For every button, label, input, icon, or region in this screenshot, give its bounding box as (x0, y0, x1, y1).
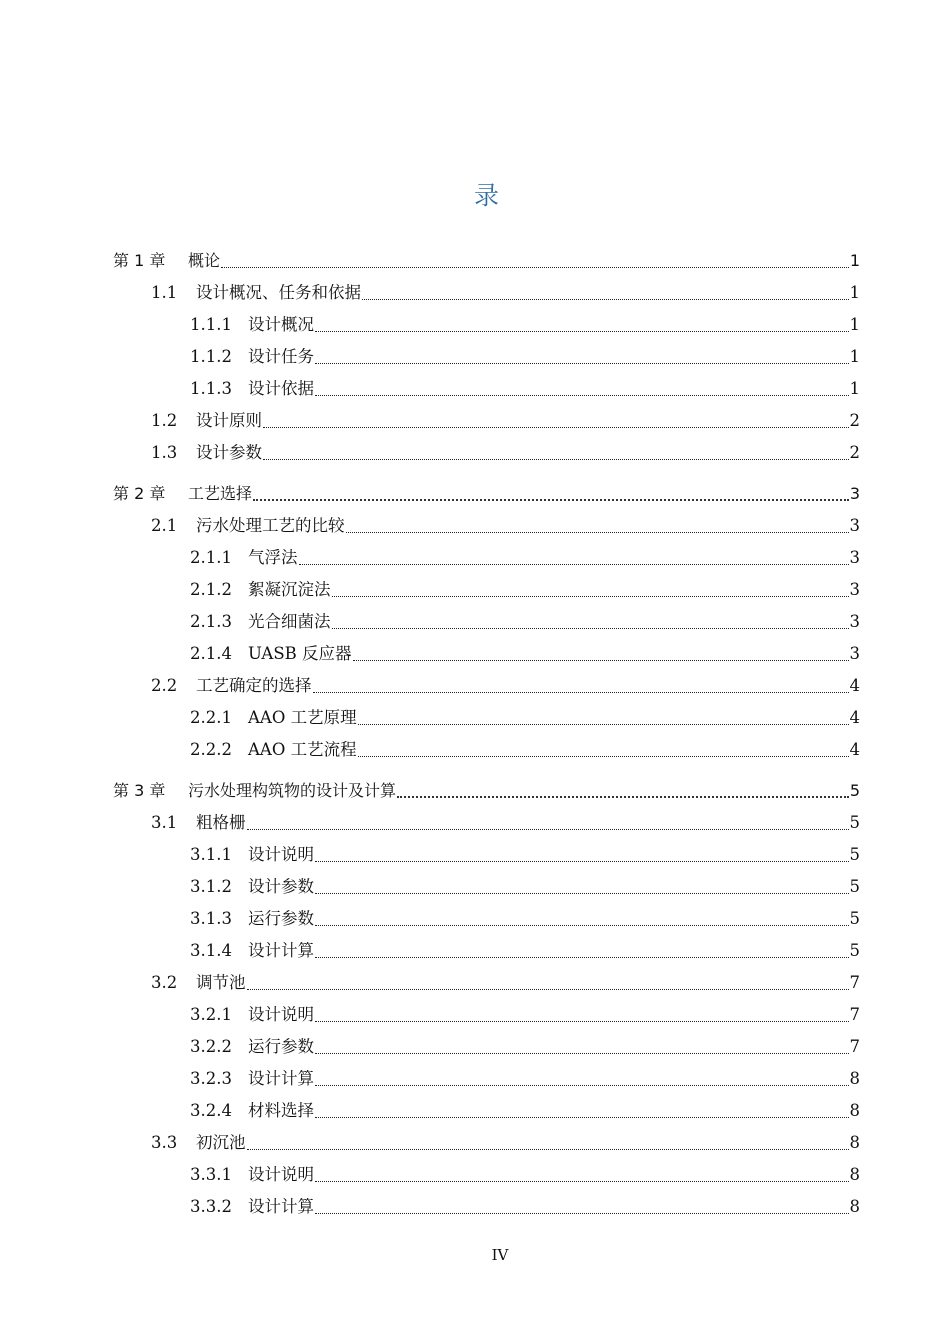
toc-dot-leader (315, 893, 849, 894)
toc-entry-title: 粗格栅 (196, 813, 246, 832)
toc-entry-page: 5 (849, 941, 860, 960)
toc-entry-number: 3.2.2 (190, 1037, 232, 1056)
toc-dot-leader (358, 756, 849, 757)
toc-entry[interactable] (113, 309, 860, 341)
toc-dot-leader (353, 660, 849, 661)
toc-entry-page: 2 (849, 411, 860, 430)
toc-dot-leader (315, 331, 849, 332)
toc-entry-page: 3 (849, 516, 860, 535)
toc-dot-leader (362, 299, 849, 300)
toc-entry-page: 8 (849, 1133, 860, 1152)
toc-dot-leader (315, 1117, 849, 1118)
toc-entry-page: 3 (849, 612, 860, 631)
toc-entry-title: 污水处理构筑物的设计及计算 (188, 781, 397, 800)
toc-entry-number: 1.1.3 (190, 379, 232, 398)
toc-dot-leader (263, 427, 849, 428)
toc-entry-page: 2 (849, 443, 860, 462)
toc-entry[interactable] (113, 967, 860, 999)
toc-entry-page: 5 (849, 781, 860, 800)
toc-entry[interactable] (113, 1127, 860, 1159)
toc-entry-title: 设计说明 (248, 1005, 314, 1024)
toc-entry-page: 3 (849, 548, 860, 567)
toc-entry[interactable] (113, 638, 860, 670)
toc-entry-page: 3 (849, 644, 860, 663)
toc-entry-page: 1 (849, 283, 860, 302)
toc-entry-number: 3.1 (151, 813, 178, 832)
toc-entry-title: 设计说明 (248, 845, 314, 864)
toc-dot-leader (315, 395, 849, 396)
toc-dot-leader (247, 989, 849, 990)
toc-entry-page: 8 (849, 1165, 860, 1184)
toc-dot-leader (315, 1213, 849, 1214)
toc-entry-title: 设计概况、任务和依据 (196, 283, 361, 302)
toc-entry-page: 8 (849, 1069, 860, 1088)
toc-entry[interactable] (113, 277, 860, 309)
toc-entry-number: 2.1 (151, 516, 178, 535)
toc-entry-title: UASB 反应器 (248, 644, 352, 663)
toc-entry-number: 3.2 (151, 973, 178, 992)
toc-entry-number: 3.3.1 (190, 1165, 232, 1184)
toc-entry-number: 第 2 章 (113, 484, 166, 503)
toc-dot-leader (315, 861, 849, 862)
toc-dot-leader (315, 925, 849, 926)
toc-dot-leader (346, 532, 849, 533)
toc-entry-page: 5 (849, 909, 860, 928)
toc-entry-page: 1 (849, 379, 860, 398)
toc-entry-page: 7 (849, 1005, 860, 1024)
toc-entry-title: 光合细菌法 (248, 612, 331, 631)
toc-entry-title: 材料选择 (248, 1101, 314, 1120)
toc-entry[interactable] (113, 510, 860, 542)
toc-entry-title: 工艺选择 (188, 484, 253, 503)
toc-entry-number: 2.2 (151, 676, 178, 695)
toc-entry-title: 工艺确定的选择 (196, 676, 312, 695)
toc-entry[interactable] (113, 1031, 860, 1063)
toc-dot-leader (315, 957, 849, 958)
toc-dot-leader (358, 724, 849, 725)
toc-entry[interactable] (113, 807, 860, 839)
toc-dot-leader (247, 829, 849, 830)
toc-entry-number: 3.2.4 (190, 1101, 232, 1120)
toc-entry[interactable] (113, 245, 860, 277)
toc-entry-number: 1.1.2 (190, 347, 232, 366)
toc-entry-number: 1.1.1 (190, 315, 232, 334)
toc-entry-page: 7 (849, 1037, 860, 1056)
toc-entry-page: 1 (849, 315, 860, 334)
toc-entry-title: 污水处理工艺的比较 (196, 516, 345, 535)
toc-entry-page: 5 (849, 877, 860, 896)
toc-entry[interactable] (113, 1063, 860, 1095)
toc-entry-title: 气浮法 (248, 548, 298, 567)
toc-entry-title: 设计原则 (196, 411, 262, 430)
toc-entry[interactable] (113, 903, 860, 935)
toc-entry-title: 设计参数 (196, 443, 262, 462)
toc-entry-page: 3 (849, 580, 860, 599)
toc-entry[interactable] (113, 702, 860, 734)
toc-entry[interactable] (113, 871, 860, 903)
toc-entry[interactable] (113, 775, 860, 807)
toc-entry-page: 4 (849, 708, 860, 727)
toc-entry-page: 8 (849, 1101, 860, 1120)
toc-entry-page: 5 (849, 845, 860, 864)
toc-dot-leader (397, 796, 849, 798)
toc-entry-number: 3.1.4 (190, 941, 232, 960)
toc-entry-number: 3.3 (151, 1133, 178, 1152)
toc-entry[interactable] (113, 1095, 860, 1127)
toc-dot-leader (253, 499, 849, 501)
toc-entry-page: 5 (849, 813, 860, 832)
toc-entry-page: 3 (849, 484, 860, 503)
toc-entry[interactable] (113, 574, 860, 606)
toc-entry-title: 絮凝沉淀法 (248, 580, 331, 599)
toc-dot-leader (221, 267, 849, 268)
toc-entry-number: 3.1.1 (190, 845, 232, 864)
table-of-contents (113, 245, 860, 1223)
toc-entry-number: 1.1 (151, 283, 178, 302)
toc-entry[interactable] (113, 437, 860, 469)
toc-entry-title: 设计依据 (248, 379, 314, 398)
toc-entry-number: 第 3 章 (113, 781, 166, 800)
toc-entry-title: 调节池 (196, 973, 246, 992)
toc-entry-page: 4 (849, 676, 860, 695)
page-number: IV (491, 1246, 509, 1264)
toc-entry-number: 3.1.2 (190, 877, 232, 896)
toc-dot-leader (313, 692, 849, 693)
toc-entry-title: AAO 工艺流程 (248, 740, 357, 759)
toc-dot-leader (315, 363, 849, 364)
toc-dot-leader (247, 1149, 849, 1150)
toc-entry-title: 初沉池 (196, 1133, 246, 1152)
toc-dot-leader (263, 459, 849, 460)
toc-entry-title: 设计参数 (248, 877, 314, 896)
toc-entry-title: 设计计算 (248, 941, 314, 960)
toc-entry-page: 4 (849, 740, 860, 759)
toc-entry-title: 设计概况 (248, 315, 314, 334)
toc-entry[interactable] (113, 935, 860, 967)
toc-entry-title: 设计任务 (248, 347, 314, 366)
toc-entry[interactable] (113, 373, 860, 405)
toc-entry-number: 2.1.1 (190, 548, 232, 567)
toc-entry[interactable] (113, 606, 860, 638)
toc-dot-leader (315, 1085, 849, 1086)
toc-entry-number: 2.1.2 (190, 580, 232, 599)
toc-entry-number: 1.3 (151, 443, 178, 462)
toc-entry-title: 运行参数 (248, 1037, 314, 1056)
page-title: 录 (473, 181, 499, 210)
toc-dot-leader (299, 564, 849, 565)
toc-entry-number: 1.2 (151, 411, 178, 430)
toc-dot-leader (315, 1181, 849, 1182)
toc-entry[interactable] (113, 734, 860, 766)
toc-dot-leader (332, 596, 849, 597)
toc-entry-title: 设计计算 (248, 1197, 314, 1216)
toc-entry[interactable] (113, 1159, 860, 1191)
toc-entry-title: 概论 (188, 251, 221, 270)
toc-dot-leader (315, 1053, 849, 1054)
toc-entry-title: 运行参数 (248, 909, 314, 928)
toc-entry[interactable] (113, 1191, 860, 1223)
toc-dot-leader (315, 1021, 849, 1022)
toc-dot-leader (332, 628, 849, 629)
toc-entry[interactable] (113, 341, 860, 373)
toc-entry-page: 8 (849, 1197, 860, 1216)
toc-entry-title: 设计计算 (248, 1069, 314, 1088)
toc-entry[interactable] (113, 542, 860, 574)
toc-entry[interactable] (113, 670, 860, 702)
toc-entry-title: 设计说明 (248, 1165, 314, 1184)
toc-entry-number: 2.2.2 (190, 740, 232, 759)
toc-entry-number: 3.3.2 (190, 1197, 232, 1216)
toc-entry[interactable] (113, 478, 860, 510)
toc-entry-page: 7 (849, 973, 860, 992)
toc-entry-number: 2.1.4 (190, 644, 232, 663)
toc-entry-page: 1 (849, 347, 860, 366)
toc-entry-number: 2.2.1 (190, 708, 232, 727)
toc-entry-number: 3.1.3 (190, 909, 232, 928)
toc-entry-number: 第 1 章 (113, 251, 166, 270)
toc-entry[interactable] (113, 839, 860, 871)
toc-entry[interactable] (113, 999, 860, 1031)
toc-entry-number: 2.1.3 (190, 612, 232, 631)
toc-entry[interactable] (113, 405, 860, 437)
toc-entry-title: AAO 工艺原理 (248, 708, 357, 727)
toc-entry-number: 3.2.1 (190, 1005, 232, 1024)
toc-entry-number: 3.2.3 (190, 1069, 232, 1088)
toc-entry-page: 1 (849, 251, 860, 270)
